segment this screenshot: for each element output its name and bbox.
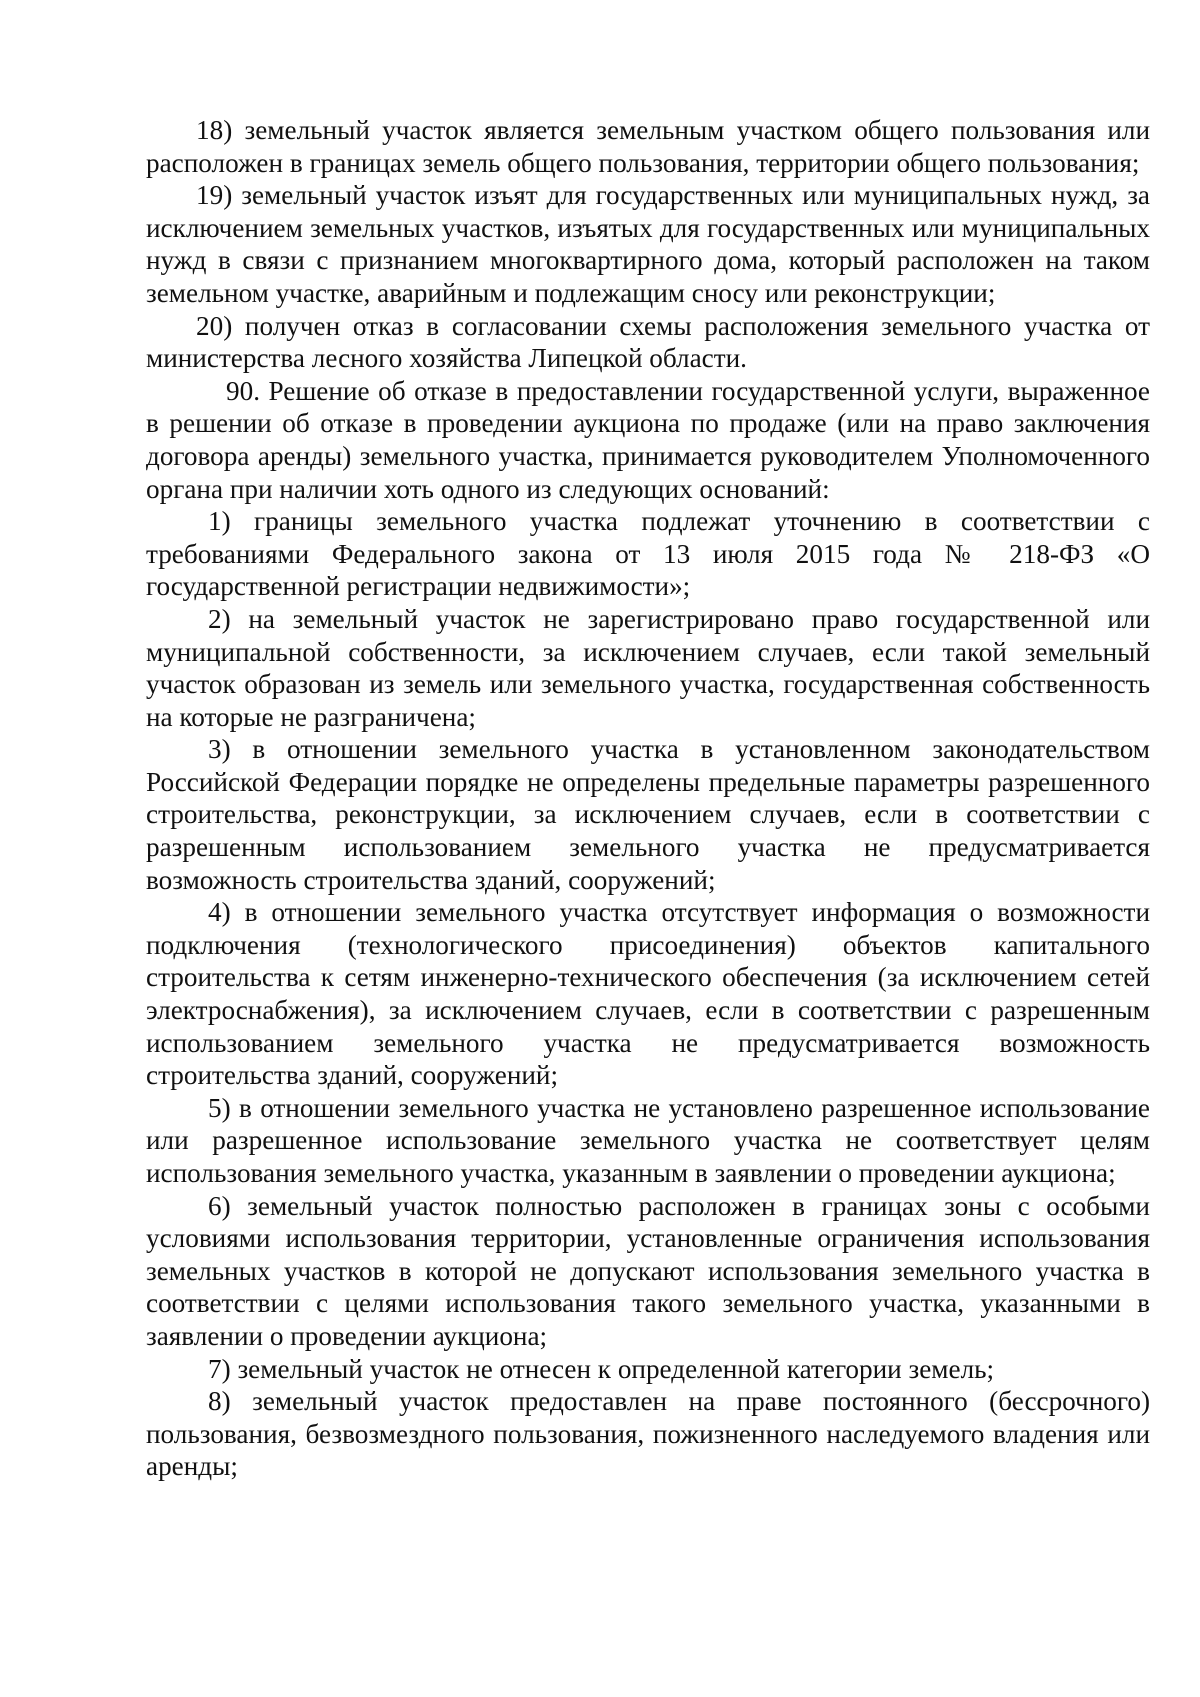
- paragraph-item-2: 2) на земельный участок не зарегистрировано право государственной или муниципальной собственности, за исключением случаев, если такой земельный участок образован из земель или земельного участка, государственная собственность на которые не разграничена;: [146, 603, 1150, 732]
- paragraph-item-7: 7) земельный участок не отнесен к определенной категории земель;: [208, 1353, 995, 1384]
- paragraph-item-19: 19) земельный участок изъят для государственных или муниципальных нужд, за исключением земельных участков, изъятых для государственных или муниципальных нужд в связи с признанием многоквартирного дома, который расположен на таком земельном участке, аварийным и подлежащим сносу или реконструкции;: [146, 180, 1150, 308]
- document-page: [146, 114, 1150, 1483]
- paragraph-item-5: 5) в отношении земельного участка не установлено разрешенное использование или разрешенное использование земельного участка не соответствует целям использования земельного участка, указанным в заявлении о проведении аукциона;: [146, 1092, 1150, 1188]
- paragraph-item-1: 1) границы земельного участка подлежат уточнению в соответствии с требованиями Федерального закона от 13 июля 2015 года № 218-ФЗ «О государственной регистрации недвижимости»;: [146, 506, 1150, 602]
- paragraph-item-18: 18) земельный участок является земельным участком общего пользования или расположен в границах земель общего пользования, территории общего пользования;: [146, 115, 1150, 178]
- paragraph-item-6: 6) земельный участок полностью расположен в границах зоны с особыми условиями использования территории, установленные ограничения использования земельных участков в которой не допускают использования земельного участка в соответствии с целями использования такого земельного участка, указанными в заявлении о проведении аукциона;: [146, 1190, 1150, 1351]
- paragraph-item-20: 20) получен отказ в согласовании схемы расположения земельного участка от министерства лесного хозяйства Липецкой области.: [146, 310, 1150, 374]
- paragraph-item-8: 8) земельный участок предоставлен на праве постоянного (бессрочного) пользования, безвозмездного пользования, пожизненного наследуемого владения или аренды;: [146, 1386, 1150, 1482]
- paragraph-clause-90: 90. Решение об отказе в предоставлении государственной услуги, выраженное в решении об отказе в проведении аукциона по продаже (или на право заключения договора аренды) земельного участка, принимается руководителем Уполномоченного органа при наличии хоть одного из следующих оснований:: [146, 375, 1150, 504]
- paragraph-item-4: 4) в отношении земельного участка отсутствует информация о возможности подключения (технологического присоединения) объектов капитального строительства к сетям инженерно-технического обеспечения (за исключением сетей электроснабжения), за исключением случаев, если в соответствии с разрешенным использованием земельного участка не предусматривается возможность строительства зданий, сооружений;: [146, 897, 1150, 1091]
- paragraph-item-3: 3) в отношении земельного участка в установленном законодательством Российской Федерации порядке не определены предельные параметры разрешенного строительства, реконструкции, за исключением случаев, если в соответствии с разрешенным использованием земельного участка не предусматривается возможность строительства зданий, сооружений;: [146, 734, 1150, 895]
